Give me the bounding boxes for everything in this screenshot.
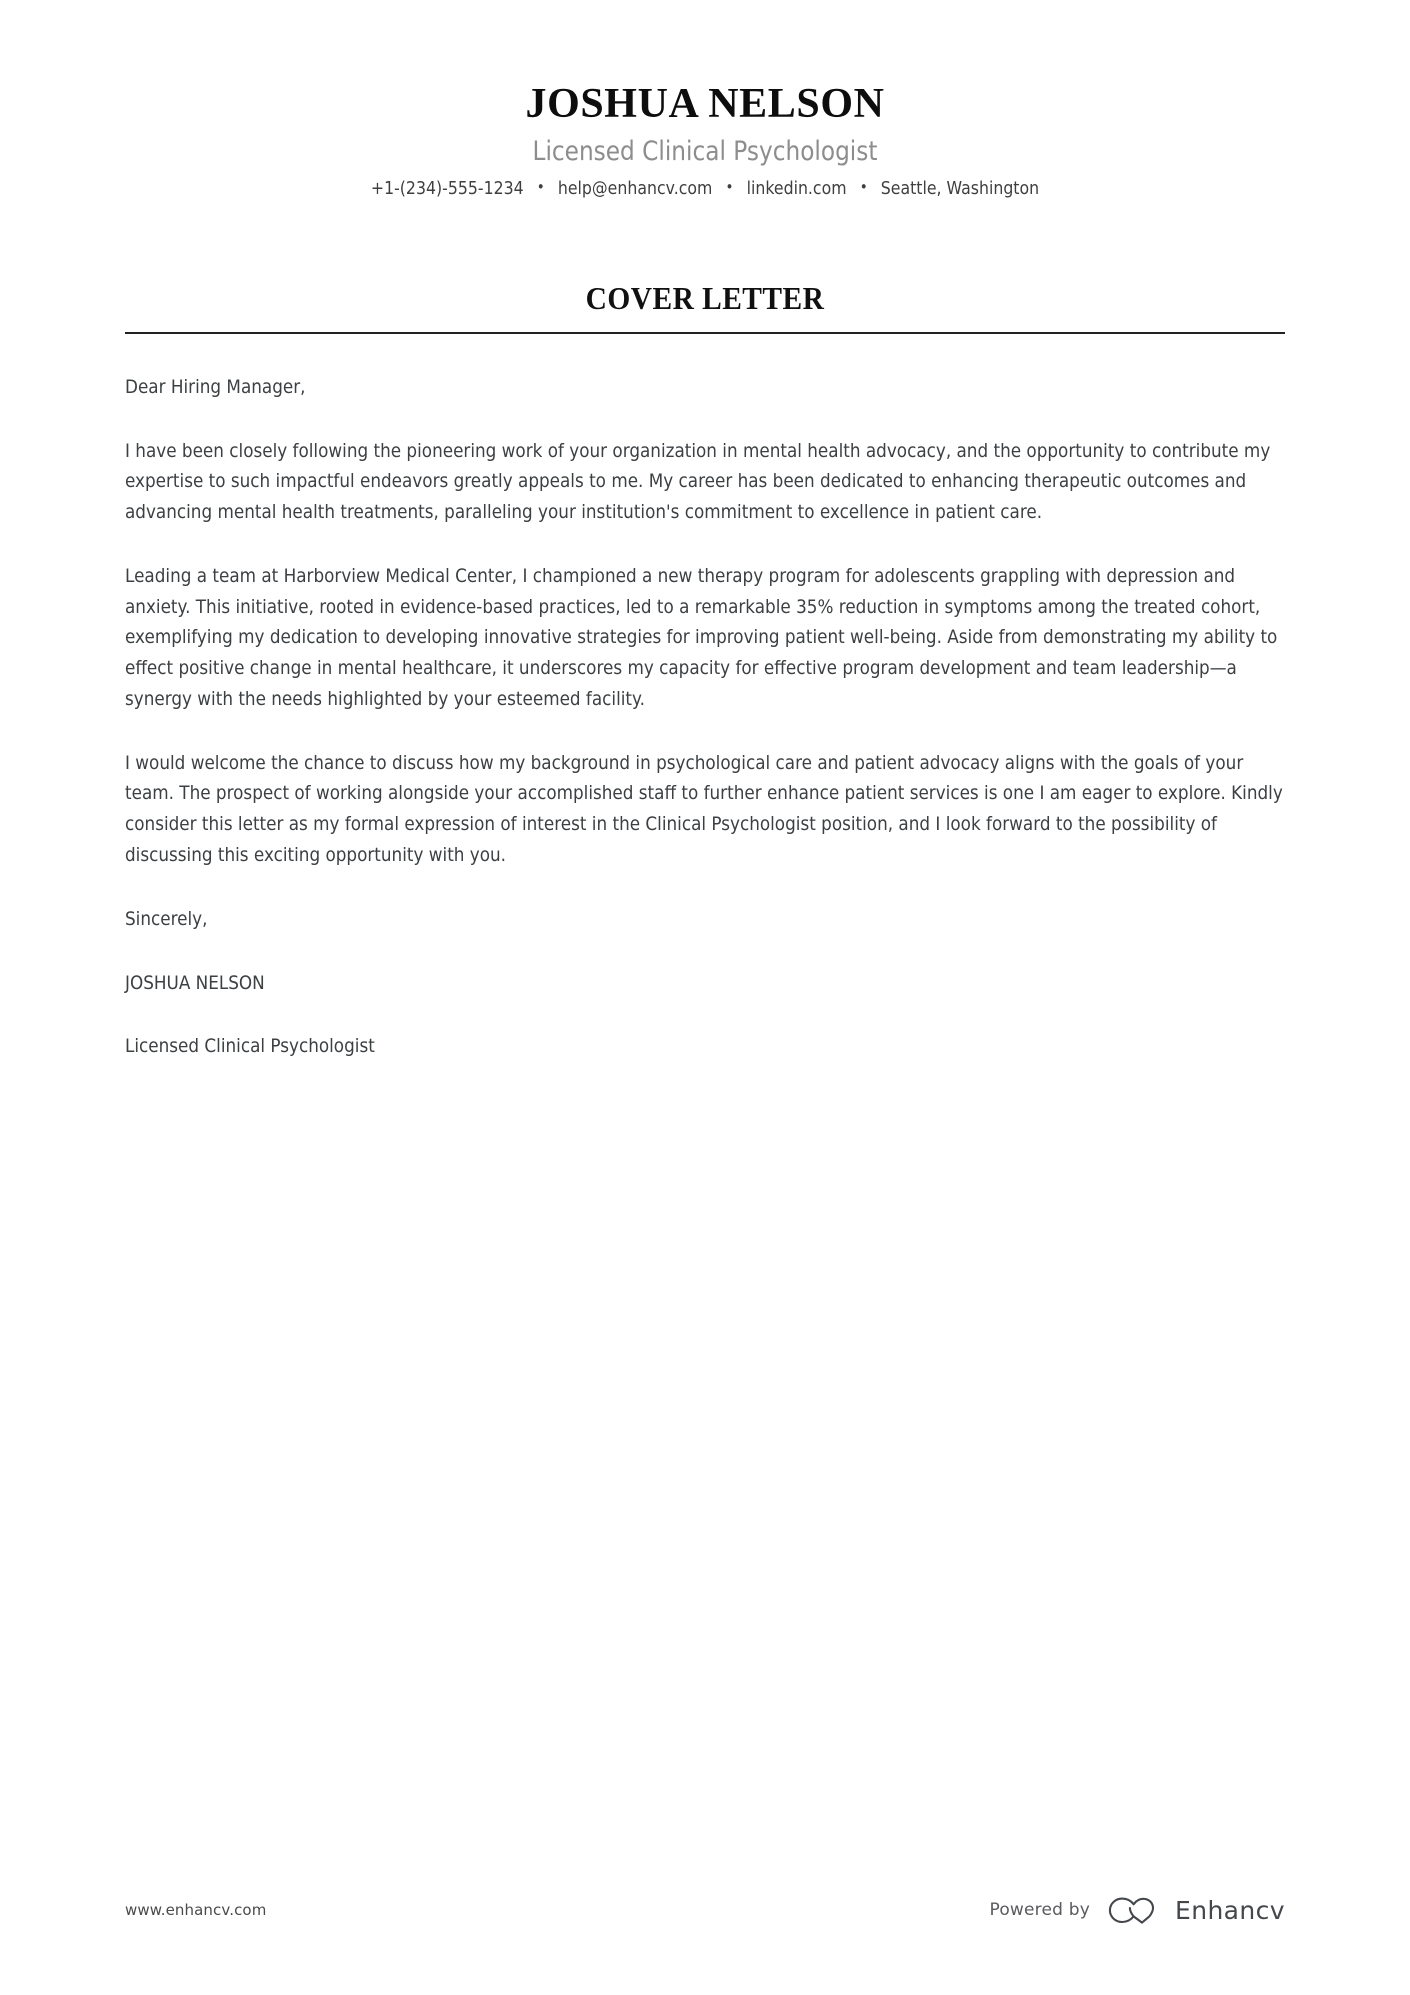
contact-phone: +1-(234)-555-1234 <box>370 178 524 199</box>
candidate-name: JOSHUA NELSON <box>525 81 885 127</box>
footer-website-url[interactable]: www.enhancv.com <box>125 1901 267 1919</box>
letter-paragraph: Leading a team at Harborview Medical Center, I championed a new therapy program for adolescents grappling with depression and anxiety. This initiative, rooted in evidence-based practices, led to a remarkable 35% reduction in symptoms among the treated cohort, exemplifying my dedication to developing innovative strategies for improving patient well-being. Aside from demonstrating my ability to effect positive change in mental healthcare, it underscores my capacity for effective program development and team leadership—a synergy with the needs highlighted by your esteemed facility. <box>125 564 1278 710</box>
letter-paragraph: I would welcome the chance to discuss how my background in psychological care and patient advocacy aligns with the goals of your team. The prospect of working alongside your accomplished staff to further enhance patient services is one I am eager to explore. Kindly consider this letter as my formal expression of interest in the Clinical Psychologist position, and I look forward to the possibility of discussing this exciting opportunity with you. <box>125 751 1283 866</box>
contact-separator-icon: • <box>859 177 868 196</box>
document-content <box>125 0 1285 1062</box>
section-divider <box>125 332 1285 334</box>
enhancv-logo <box>1108 1897 1285 1924</box>
candidate-job-title: Licensed Clinical Psychologist <box>532 136 878 168</box>
section-title: COVER LETTER <box>585 279 825 316</box>
letter-header <box>125 0 1285 201</box>
page-footer <box>125 1893 1285 1927</box>
contact-separator-icon: • <box>725 177 734 196</box>
letter-body <box>125 372 1285 1062</box>
letter-salutation: Dear Hiring Manager, <box>125 375 306 398</box>
letter-signature-name: JOSHUA NELSON <box>125 971 265 994</box>
cover-letter-section-header <box>125 281 1285 334</box>
letter-closing: Sincerely, <box>125 907 208 930</box>
brand-block <box>989 1897 1285 1924</box>
enhancv-wordmark: Enhancv <box>1175 1895 1285 1925</box>
powered-by-label: Powered by <box>989 1900 1090 1920</box>
letter-signature-title: Licensed Clinical Psychologist <box>125 1035 375 1058</box>
contact-linkedin[interactable]: linkedin.com <box>746 178 847 199</box>
contact-separator-icon: • <box>536 177 545 196</box>
enhancv-infinity-icon <box>1108 1897 1164 1924</box>
contact-line <box>183 178 1227 201</box>
contact-location: Seattle, Washington <box>880 178 1040 199</box>
letter-paragraph: I have been closely following the pioneering work of your organization in mental health advocacy, and the opportunity to contribute my expertise to such impactful endeavors greatly appeals to me. My career has been dedicated to enhancing therapeutic outcomes and advancing mental health treatments, paralleling your institution's commitment to excellence in patient care. <box>125 439 1271 524</box>
contact-email[interactable]: help@enhancv.com <box>557 178 713 199</box>
